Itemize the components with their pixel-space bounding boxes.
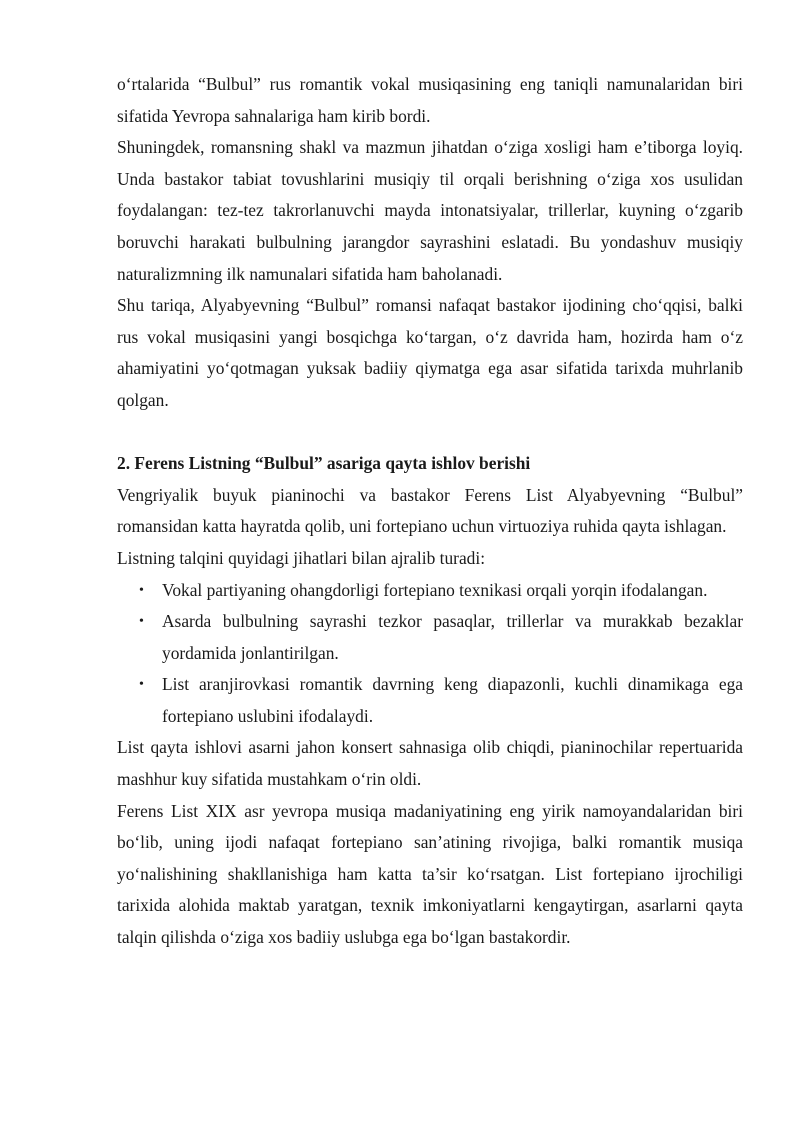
document-page — [117, 69, 743, 954]
section-paragraph-2: Listning talqini quyidagi jihatlari bilan ajralib turadi: — [117, 547, 486, 568]
bullet-icon: • — [139, 614, 144, 630]
paragraph-spacer — [117, 417, 743, 449]
section-heading: 2. Ferens Listning “Bulbul” asariga qayta ishlov berishi — [117, 453, 531, 474]
section-paragraph-3: List qayta ishlovi asarni jahon konsert sahnasiga olib chiqdi, pianinochilar repertuarida mashhur kuy sifatida mustahkam o‘rin oldi. — [117, 737, 743, 790]
list-item — [117, 669, 743, 732]
section-paragraph-1: Vengriyalik buyuk pianinochi va bastakor Ferens List Alyabyevning “Bulbul” romansidan katta hayratda qolib, uni fortepiano uchun virtuoziya ruhida qayta ishlagan. — [117, 484, 743, 537]
bullet-list — [117, 575, 743, 733]
list-item-text: Vokal partiyaning ohangdorligi fortepiano texnikasi orqali yorqin ifodalangan. — [162, 579, 708, 600]
paragraph-intro-1: o‘rtalarida “Bulbul” rus romantik vokal musiqasining eng taniqli namunalaridan biri sifatida Yevropa sahnalariga ham kirib bordi. — [117, 74, 743, 126]
list-item — [117, 606, 743, 669]
paragraph-intro-3: Shu tariqa, Alyabyevning “Bulbul” romansi nafaqat bastakor ijodining cho‘qqisi, balki rus vokal musiqasini yangi bosqichga ko‘targan, o‘z davrida ham, hozirda ham o‘z ahamiyatini yo‘qotmagan yuksak badiiy qiymatga ega asar sifatida tarixda muhrlanib qolgan. — [117, 295, 743, 410]
bullet-icon: • — [139, 677, 144, 693]
list-item-text: Asarda bulbulning sayrashi tezkor pasaqlar, trillerlar va murakkab bezaklar yordamida jonlantirilgan. — [162, 611, 743, 663]
list-item-text: List aranjirovkasi romantik davrning keng diapazonli, kuchli dinamikaga ega fortepiano uslubini ifodalaydi. — [162, 674, 743, 726]
section-paragraph-4: Ferens List XIX asr yevropa musiqa madaniyatining eng yirik namoyandalaridan biri bo‘lib, uning ijodi nafaqat fortepiano san’atining rivojiga, balki romantik musiqa yo‘nalishining shakllanishiga ham katta ta’sir ko‘rsatgan. List fortepiano ijrochiligi tarixida alohida maktab yaratgan, texnik imkoniyatlarni kengaytirgan, asarlarni qayta talqin qilishda o‘ziga xos badiiy uslubga ega bo‘lgan bastakordir. — [117, 800, 743, 948]
bullet-icon: • — [139, 582, 144, 598]
list-item — [117, 575, 743, 607]
paragraph-intro-2: Shuningdek, romansning shakl va mazmun jihatdan o‘ziga xosligi ham e’tiborga loyiq. Unda bastakor tabiat tovushlarini musiqiy til orqali berishning o‘ziga xos usulidan foydalangan: tez-tez takrorlanuvchi mayda intonatsiyalar, trillerlar, kuyning o‘zgarib boruvchi harakati bulbulning jarangdor sayrashini eslatadi. Bu yondashuv musiqiy naturalizmning ilk namunalari sifatida ham baholanadi. — [117, 137, 743, 284]
